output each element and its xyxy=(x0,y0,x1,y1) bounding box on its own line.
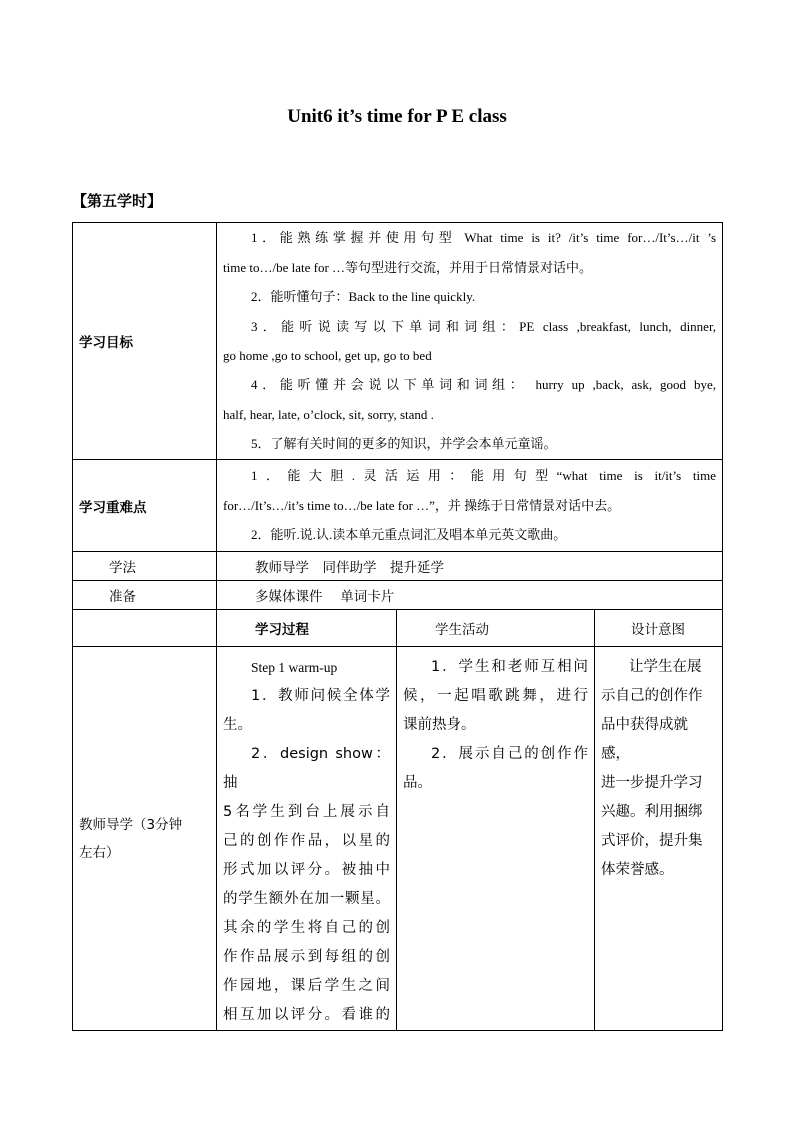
objective-line: half, hear, late, o’clock, sit, sorry, stand . xyxy=(223,406,434,422)
activity-line: 品。 xyxy=(403,775,432,791)
objectives-label: 学习目标 xyxy=(79,335,133,351)
process-line: 作园地，课后学生之间 xyxy=(223,978,390,994)
process-cell xyxy=(217,647,397,1031)
objectives-row xyxy=(73,223,723,460)
activity-line: 1．学生和老师互相问 xyxy=(431,659,588,675)
activity-header: 学生活动 xyxy=(397,610,595,647)
teacher-guide-label-line: 教师导学（3分钟 xyxy=(79,816,183,833)
column-header-row xyxy=(73,610,723,647)
objective-line: 5．了解有关时间的更多的知识，并学会本单元童谣。 xyxy=(251,436,557,452)
intent-line: 兴趣。利用捆绑 xyxy=(601,804,703,820)
key-points-label: 学习重难点 xyxy=(79,499,147,516)
section-label: 【第五学时】 xyxy=(72,192,163,210)
intent-cell xyxy=(595,647,723,1031)
intent-line: 体荣誉感。 xyxy=(601,862,674,878)
objectives-content xyxy=(217,223,723,460)
objective-line: 2．能听懂句子：Back to the line quickly. xyxy=(251,289,476,305)
activity-cell xyxy=(397,647,595,1031)
method-value: 教师导学 同伴助学 提升延学 xyxy=(217,552,723,581)
key-points-content xyxy=(217,460,723,552)
preparation-value: 多媒体课件 单词卡片 xyxy=(217,581,723,610)
process-line: 其余的学生将自己的创 xyxy=(223,920,390,936)
process-line: 5名学生到台上展示自 xyxy=(223,804,390,820)
lesson-plan-table xyxy=(72,222,723,1031)
process-line: 相互加以评分。看谁的 xyxy=(223,1007,390,1023)
preparation-label: 准备 xyxy=(73,581,217,610)
teacher-guide-label-line: 左右） xyxy=(79,844,120,861)
objective-line: go home ,go to school, get up, go to bed xyxy=(223,348,432,363)
process-line: 生。 xyxy=(223,717,252,733)
process-line: 1．教师问候全体学 xyxy=(251,688,390,704)
key-point-line: 2．能听.说.认.读本单元重点词汇及唱本单元英文歌曲。 xyxy=(251,527,567,543)
blank-header-cell xyxy=(73,610,217,647)
process-line: Step 1 warm-up xyxy=(251,660,338,675)
key-points-row xyxy=(73,460,723,552)
teacher-guide-row xyxy=(73,647,723,1031)
method-label: 学法 xyxy=(73,552,217,581)
process-line: 作作品展示到每组的创 xyxy=(223,949,390,965)
key-points-label-cell xyxy=(73,460,217,552)
process-header: 学习过程 xyxy=(217,610,397,647)
activity-line: 2．展示自己的创作作 xyxy=(431,746,588,762)
objectives-label-cell xyxy=(73,223,217,460)
method-row xyxy=(73,552,723,581)
objective-line: 1．能熟练掌握并使用句型 What time is it? /it’s time for…/It’s…/it ’s xyxy=(251,230,717,246)
key-point-line: for…/It’s…/it’s time to…/be late for …”，并 操练于日常情景对话中去。 xyxy=(223,497,621,513)
objective-line: 3．能听说读写以下单词和词组：PE class ,breakfast, lunch, dinner, xyxy=(251,318,717,334)
document-title: Unit6 it’s time for P E class xyxy=(287,106,507,127)
key-point-line: 1．能大胆.灵活运用：能用句型“what time is it/it’s time xyxy=(251,468,717,484)
intent-line: 品中获得成就感， xyxy=(601,717,688,762)
activity-line: 课前热身。 xyxy=(403,717,476,733)
intent-line: 式评价，提升集 xyxy=(601,833,703,849)
preparation-row xyxy=(73,581,723,610)
process-line: 形式加以评分。被抽中 xyxy=(223,862,390,878)
activity-line: 候，一起唱歌跳舞，进行 xyxy=(403,688,588,704)
process-line: 的学生额外在加一颗星。 xyxy=(223,891,390,907)
objective-line: time to…/be late for …等句型进行交流，并用于日常情景对话中。 xyxy=(223,259,593,275)
process-line: 2．design show：抽 xyxy=(223,746,390,791)
intent-line: 让学生在展 xyxy=(629,659,702,675)
teacher-guide-label xyxy=(73,647,217,1031)
objective-line: 4．能听懂并会说以下单词和词组： hurry up ,back, ask, good bye, xyxy=(251,377,717,393)
intent-line: 进一步提升学习 xyxy=(601,775,703,791)
intent-line: 示自己的创作作 xyxy=(601,688,703,704)
intent-header: 设计意图 xyxy=(595,610,723,647)
process-line: 己的创作作品，以星的 xyxy=(223,833,390,849)
